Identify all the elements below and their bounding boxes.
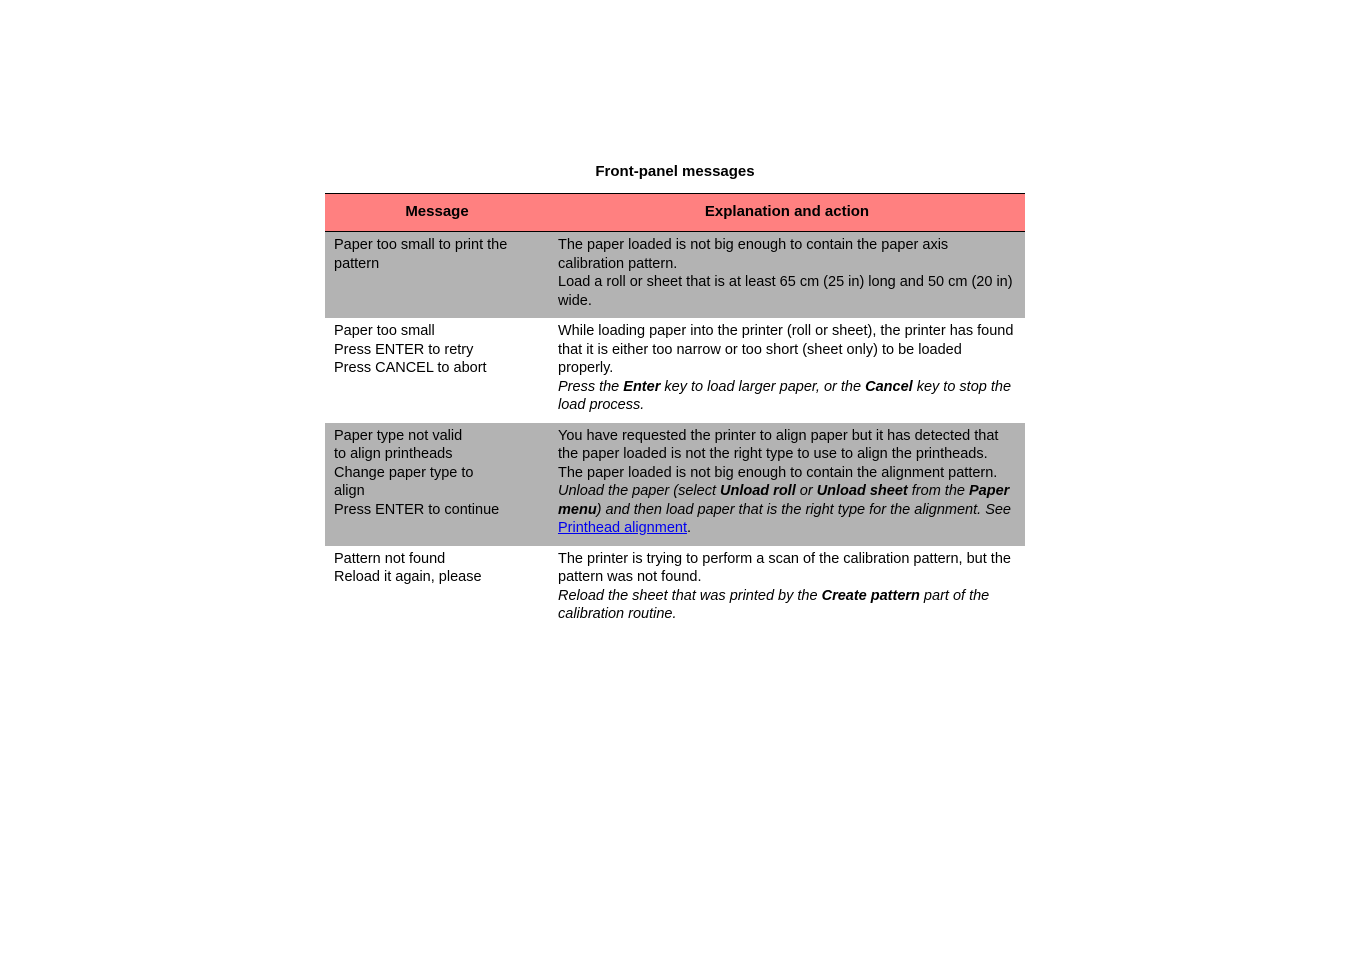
table-caption: Front-panel messages	[595, 163, 755, 180]
action-text	[558, 482, 1015, 538]
message-line: Reload it again, please	[334, 569, 482, 585]
enter-key-label: Enter	[623, 378, 661, 395]
unload-roll-label: Unload roll	[720, 483, 796, 499]
unload-sheet-label: Unload sheet	[816, 483, 908, 499]
message-line: Pattern not found	[334, 550, 446, 567]
explanation-cell	[549, 232, 1025, 319]
table-row	[325, 546, 1025, 632]
create-pattern-label: Create pattern	[821, 587, 920, 604]
message-cell	[325, 318, 549, 423]
explanation-cell	[549, 423, 1025, 546]
printhead-alignment-link[interactable]: Printhead alignment	[558, 520, 687, 536]
message-line: Paper type not valid	[334, 427, 463, 444]
table-row	[325, 318, 1025, 423]
action-text-part: key to stop the load process.	[558, 378, 1012, 413]
explanation-cell	[549, 546, 1025, 632]
action-text-part: key to load larger paper, or the	[660, 378, 866, 395]
column-header-message: Message	[325, 194, 549, 232]
message-line: Press ENTER to retry	[334, 341, 474, 358]
action-text-part: .	[686, 520, 692, 536]
front-panel-messages-table	[325, 193, 1025, 632]
message-line: Paper too small to print the	[334, 237, 508, 253]
message-line: align	[334, 483, 365, 499]
explanation-text: You have requested the printer to align paper but it has detected that the paper loaded is not the right type to use to align the printheads. The paper loaded is not big enough to contain the alignment pattern.	[558, 427, 999, 481]
explanation-text: While loading paper into the printer (roll or sheet), the printer has found that it is either too narrow or too short (sheet only) to be loaded properly.	[558, 323, 1014, 376]
message-line: pattern	[334, 255, 380, 272]
action-text-part: Reload the sheet that was printed by the	[558, 587, 822, 604]
action-text	[558, 587, 1015, 624]
explanation-cell	[549, 318, 1025, 423]
message-cell	[325, 232, 549, 319]
message-line: Press ENTER to continue	[334, 501, 500, 518]
action-text-part: Press the	[558, 378, 624, 395]
action-text-part: from the	[907, 483, 969, 499]
explanation-text: The paper loaded is not big enough to contain the paper axis calibration pattern.	[558, 237, 949, 272]
message-line: Press CANCEL to abort	[334, 360, 487, 376]
message-line: Paper too small	[334, 323, 435, 339]
action-text-part: part of the calibration routine.	[558, 587, 990, 622]
table-header-row	[325, 194, 1025, 232]
message-line: Change paper type to	[334, 464, 474, 481]
message-cell	[325, 423, 549, 546]
table-row	[325, 423, 1025, 546]
action-text-part: Unload the paper (select	[558, 483, 721, 499]
explanation-text: The printer is trying to perform a scan of the calibration pattern, but the pattern was not found.	[558, 550, 1011, 585]
paper-menu-label: Paper menu	[558, 483, 1010, 518]
message-cell	[325, 546, 549, 632]
action-text: Load a roll or sheet that is at least 65 cm (25 in) long and 50 cm (20 in) wide.	[558, 274, 1013, 309]
column-header-explanation: Explanation and action	[549, 194, 1025, 232]
message-line: to align printheads	[334, 446, 453, 462]
cancel-key-label: Cancel	[865, 378, 913, 395]
table-row	[325, 232, 1025, 319]
action-text	[558, 378, 1015, 415]
action-text-part: ) and then load paper that is the right type for the alignment. See	[596, 501, 1011, 518]
action-text-part: or	[795, 483, 817, 499]
